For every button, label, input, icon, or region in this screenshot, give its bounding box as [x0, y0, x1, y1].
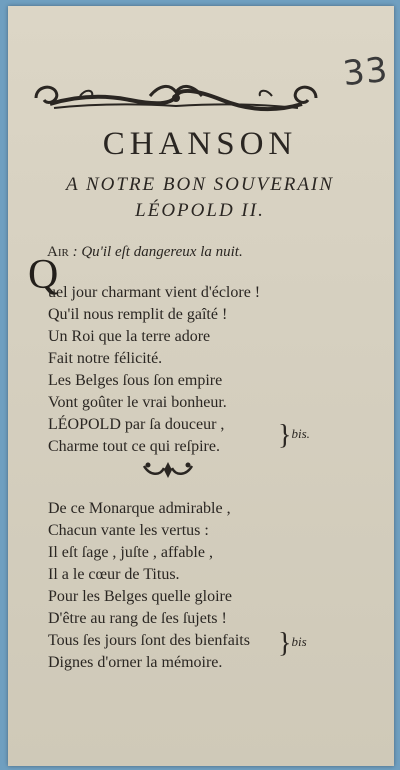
- verse-line: Les Belges ſous ſon empire: [48, 372, 223, 389]
- ornament-divider: [140, 458, 196, 482]
- ornament-header: [30, 78, 322, 118]
- verse-line: LÉOPOLD par ſa douceur ,: [48, 416, 225, 433]
- bis-label: bis.: [291, 426, 310, 441]
- verse-line: Chacun vante les vertus :: [48, 522, 209, 539]
- verse-line: uel jour charmant vient d'éclore !: [48, 284, 261, 301]
- verse-line: Charme tout ce qui reſpire.: [48, 438, 220, 455]
- page-number: 33: [341, 49, 391, 95]
- air-tune: : Qu'il eſt dangereux la nuit.: [72, 244, 243, 260]
- air-label: Air: [47, 244, 69, 260]
- verse-line: Il a le cœur de Titus.: [48, 566, 180, 583]
- verse-line: Pour les Belges quelle gloire: [48, 588, 232, 605]
- verse-line: Vont goûter le vrai bonheur.: [48, 394, 227, 411]
- verse-line: Il eſt ſage , juſte , affable ,: [48, 544, 213, 561]
- verse-line: Un Roi que la terre adore: [48, 328, 211, 345]
- verse-line: Qu'il nous remplit de gaîté !: [48, 306, 228, 323]
- verse-line: Dignes d'orner la mémoire.: [48, 654, 223, 671]
- dedication-line-1: A NOTRE BON SOUVERAIN: [65, 174, 335, 195]
- bis-label: bis: [291, 634, 307, 649]
- brace-icon: }: [278, 628, 292, 659]
- verse-line: Fait notre félicité.: [48, 350, 163, 367]
- brace-icon: }: [278, 420, 292, 451]
- song-title: CHANSON: [102, 126, 298, 162]
- verse-line: D'être au rang de ſes ſujets !: [48, 610, 227, 627]
- refrain-marker-1: [278, 420, 310, 452]
- tune-indication: [47, 244, 243, 261]
- dedication-line-2: LÉOPOLD II.: [135, 200, 265, 221]
- verse-line: De ce Monarque admirable ,: [48, 500, 231, 517]
- drop-capital: Q: [28, 252, 59, 298]
- verse-line: Tous ſes jours ſont des bienfaits: [48, 632, 250, 649]
- refrain-marker-2: [278, 628, 307, 660]
